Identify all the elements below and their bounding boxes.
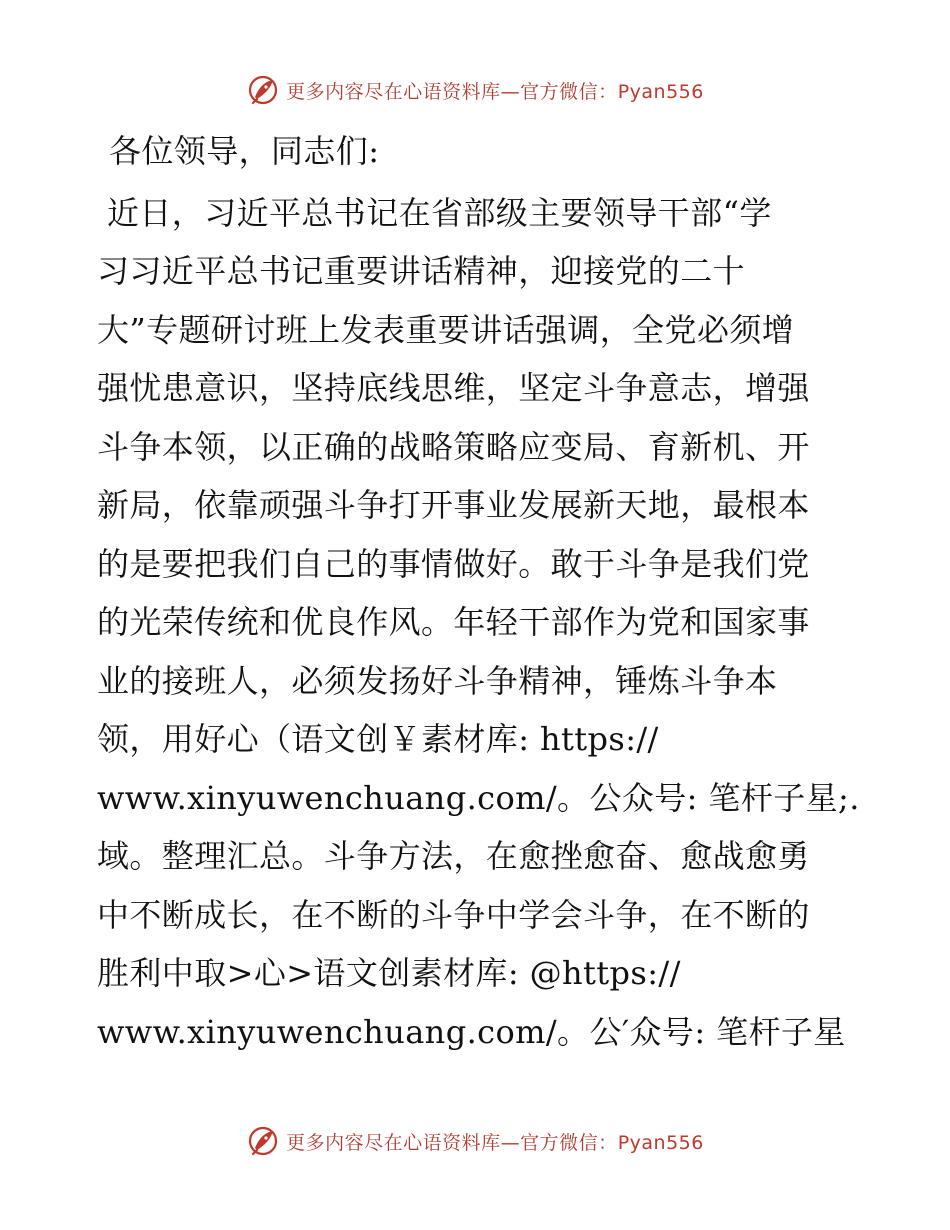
paragraph-line-2: 习习近平总书记重要讲话精神，迎接党的二十	[97, 252, 746, 290]
paragraph-line-10: 领，用好心（语文创￥素材库: https://	[97, 720, 659, 758]
paragraph-line-5: 斗争本领，以正确的战略策略应变局、育新机、开	[97, 427, 810, 466]
paragraph-line-4: 强忧患意识，坚持底线思维，坚定斗争意志，增强	[97, 369, 810, 407]
greeting-line: 各位领导，同志们:	[109, 132, 380, 170]
footer-banner-main: 更多内容尽在心语资料库	[286, 1131, 501, 1154]
pen-nib-seal-icon	[246, 73, 280, 107]
paragraph-line-15: www.xinyuwenchuang.com/。公′众号: 笔杆子星	[97, 1012, 846, 1051]
footer-banner-wechat-label: 官方微信：	[520, 1131, 618, 1154]
header-banner-wechat-label: 官方微信：	[520, 80, 618, 103]
paragraph-line-1: 近日，习近平总书记在省部级主要领导干部“学	[107, 193, 772, 232]
header-banner-wechat-id: Pyan556	[617, 80, 704, 103]
header-banner-text	[286, 77, 704, 104]
footer-banner-text	[286, 1128, 704, 1155]
footer-banner-dash: —	[500, 1131, 521, 1154]
footer-watermark-banner	[0, 1121, 950, 1161]
header-banner-main: 更多内容尽在心语资料库	[286, 80, 501, 103]
paragraph-line-9: 业的接班人，必须发扬好斗争精神，锤炼斗争本	[97, 661, 778, 700]
footer-banner-wechat-id: Pyan556	[617, 1131, 704, 1154]
paragraph-line-3: 大”专题研讨班上发表重要讲话强调，全党必须增	[97, 310, 795, 349]
paragraph-line-13: 中不断成长，在不断的斗争中学会斗争，在不断的	[97, 895, 810, 934]
header-watermark-banner	[0, 70, 950, 110]
pen-nib-seal-icon	[246, 1124, 280, 1158]
document-body	[97, 122, 860, 1061]
paragraph-line-6: 新局，依靠顽强斗争打开事业发展新天地，最根本	[97, 486, 810, 524]
paragraph-line-14: 胜利中取>心>语文创素材库: @https://	[97, 954, 681, 992]
paragraph-line-7: 的是要把我们自己的事情做好。敢于斗争是我们党	[97, 544, 810, 583]
header-banner-dash: —	[500, 80, 521, 103]
paragraph-line-11: www.xinyuwenchuang.com/。公众号: 笔杆子星;.	[97, 778, 860, 817]
paragraph-line-12: 域。整理汇总。斗争方法，在愈挫愈奋、愈战愈勇	[97, 837, 810, 875]
paragraph-line-8: 的光荣传统和优良作风。年轻干部作为党和国家事	[97, 603, 810, 641]
